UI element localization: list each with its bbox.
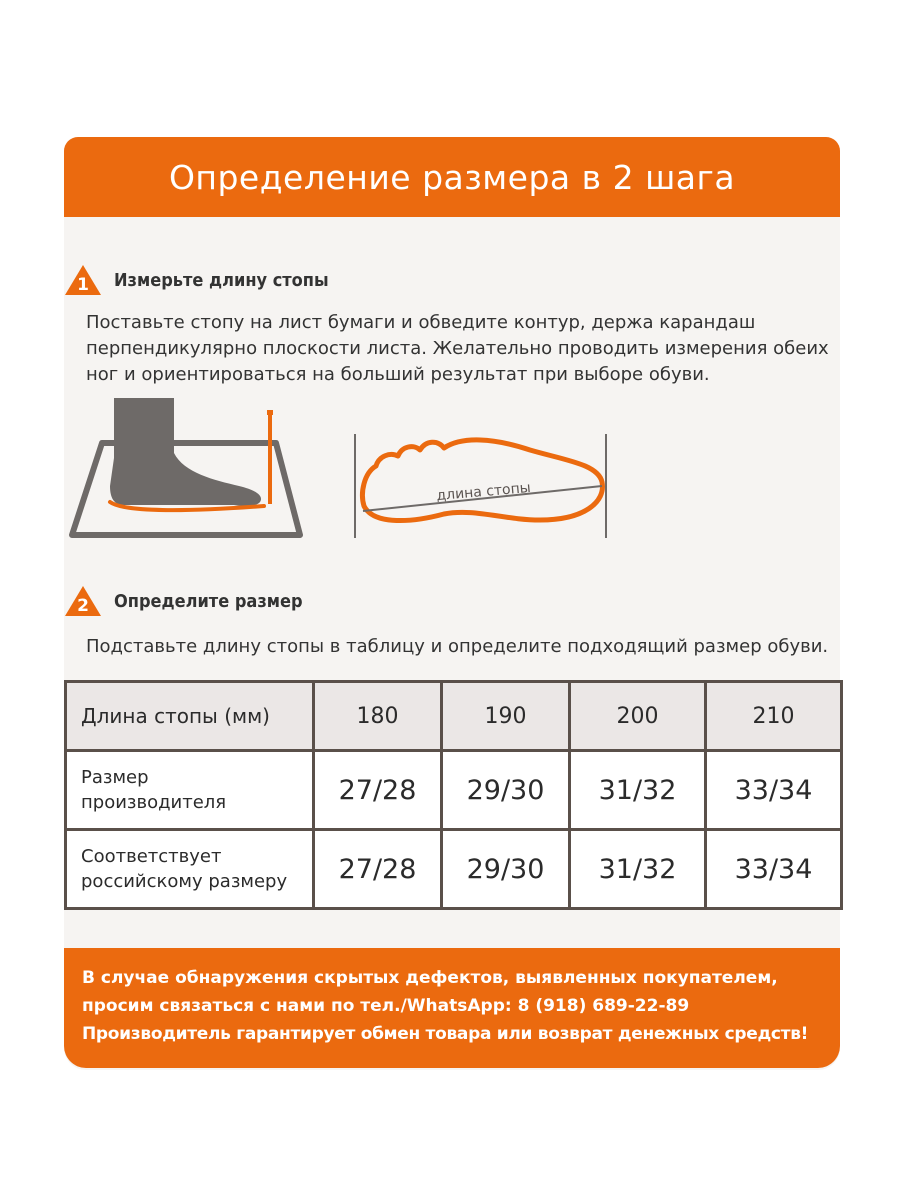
step-2-number: 2 — [77, 596, 89, 616]
step-2-badge — [64, 585, 102, 617]
table-cell: 31/32 — [570, 830, 706, 909]
step-1-title: Измерьте длину стопы — [114, 269, 329, 291]
table-length-cell: 190 — [442, 682, 570, 751]
table-header-row — [66, 682, 842, 751]
row-label-line: российскому размеру — [81, 871, 288, 892]
step-1-line: перпендикулярно плоскости листа. Желательно проводить измерения обеих — [86, 338, 829, 359]
footer-line: Производитель гарантирует обмен товара или возврат денежных средств! — [82, 1024, 809, 1044]
size-table-container — [64, 680, 843, 910]
table-header-label: Длина стопы (мм) — [66, 682, 314, 751]
step-1-number: 1 — [77, 275, 89, 295]
table-length-cell: 210 — [706, 682, 842, 751]
table-cell: 27/28 — [314, 751, 442, 830]
step-1-line: ног и ориентироваться на больший результат при выборе обуви. — [86, 364, 710, 385]
table-row-label — [66, 751, 314, 830]
page-title: Определение размера в 2 шага — [168, 157, 736, 197]
table-row — [66, 751, 842, 830]
size-table — [64, 680, 843, 910]
step-1-badge — [64, 264, 102, 296]
table-row-label — [66, 830, 314, 909]
table-length-cell: 200 — [570, 682, 706, 751]
table-row — [66, 830, 842, 909]
table-cell: 31/32 — [570, 751, 706, 830]
footer-line: В случае обнаружения скрытых дефектов, выявленных покупателем, — [82, 968, 778, 988]
step-2-instructions: Подставьте длину стопы в таблицу и определите подходящий размер обуви. — [86, 636, 829, 657]
foot-measurement-illustration — [64, 398, 624, 548]
foot-length-label: длина стопы — [435, 479, 532, 505]
row-label-line: производителя — [81, 792, 227, 813]
header-banner — [64, 137, 840, 217]
step-2-heading — [64, 583, 303, 619]
table-cell: 33/34 — [706, 751, 842, 830]
step-1-line: Поставьте стопу на лист бумаги и обведите контур, держа карандаш — [86, 312, 756, 333]
step-1-heading — [64, 262, 329, 298]
footer-line: просим связаться с нами по тел./WhatsApp: 8 (918) 689-22-89 — [82, 996, 690, 1016]
table-cell: 29/30 — [442, 751, 570, 830]
foot-icon — [110, 398, 264, 510]
pencil-icon — [267, 410, 273, 504]
step-1-instructions — [86, 310, 831, 388]
table-cell: 33/34 — [706, 830, 842, 909]
table-cell: 29/30 — [442, 830, 570, 909]
row-label-line: Размер — [81, 767, 149, 788]
footer-banner — [64, 948, 840, 1068]
table-length-cell: 180 — [314, 682, 442, 751]
row-label-line: Соответствует — [81, 846, 222, 867]
table-cell: 27/28 — [314, 830, 442, 909]
step-2-title: Определите размер — [114, 590, 303, 612]
